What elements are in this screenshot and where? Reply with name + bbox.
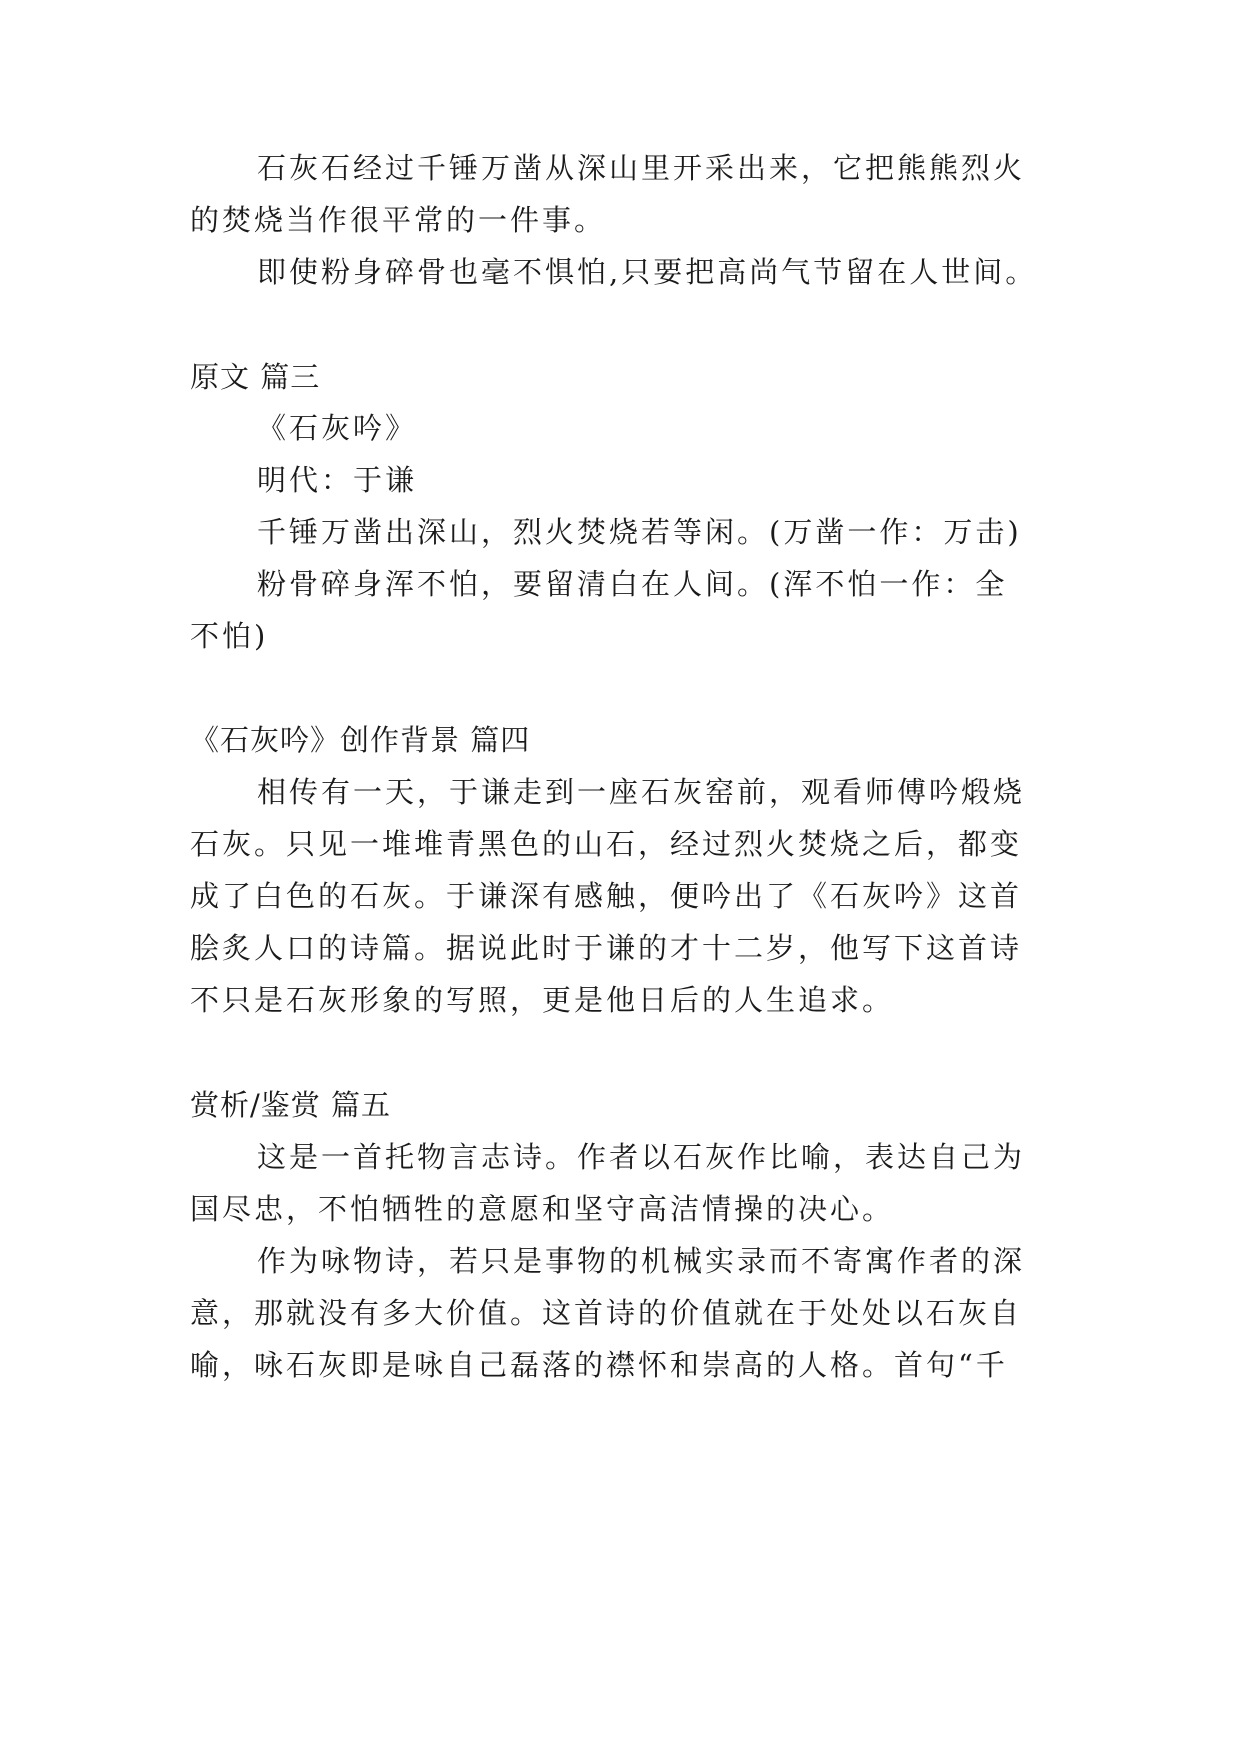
appreciation-line-1: 这是一首托物言志诗。作者以石灰作比喻，表达自己为 [257,1140,1026,1174]
poem-line-2: 粉骨碎身浑不怕，要留清白在人间。(浑不怕一作：全 [257,567,1008,601]
background-line-1: 相传有一天，于谦走到一座石灰窑前，观看师傅吟煅烧 [257,775,1026,809]
background-line-3: 成了白色的石灰。于谦深有感触，便吟出了《石灰吟》这首 [190,879,1023,913]
translation-line-1: 石灰石经过千锤万凿从深山里开采出来，它把熊熊烈火 [257,151,1026,185]
translation-line-3: 即使粉身碎骨也毫不惧怕,只要把高尚气节留在人世间。 [257,255,1038,289]
poem-author: 明代：于谦 [257,463,418,497]
appreciation-line-3: 作为咏物诗，若只是事物的机械实录而不寄寓作者的深 [257,1244,1026,1278]
appreciation-line-4: 意，那就没有多大价值。这首诗的价值就在于处处以石灰自 [190,1296,1023,1330]
poem-line-1: 千锤万凿出深山，烈火焚烧若等闲。(万凿一作：万击) [257,515,1022,549]
background-line-4: 脍炙人口的诗篇。据说此时于谦的才十二岁，他写下这首诗 [190,931,1023,965]
translation-line-2: 的焚烧当作很平常的一件事。 [190,203,607,237]
original-heading: 原文 篇三 [190,360,321,394]
appreciation-heading: 赏析/鉴赏 篇五 [190,1088,391,1122]
appreciation-line-2: 国尽忠，不怕牺牲的意愿和坚守高洁情操的决心。 [190,1192,895,1226]
background-line-2: 石灰。只见一堆堆青黑色的山石，经过烈火焚烧之后，都变 [190,827,1023,861]
background-heading: 《石灰吟》创作背景 篇四 [190,723,531,757]
poem-title: 《石灰吟》 [257,411,418,445]
appreciation-line-5: 喻，咏石灰即是咏自己磊落的襟怀和崇高的人格。首句“千 [190,1348,1008,1382]
poem-line-3: 不怕) [190,619,269,653]
background-line-5: 不只是石灰形象的写照，更是他日后的人生追求。 [190,983,895,1017]
